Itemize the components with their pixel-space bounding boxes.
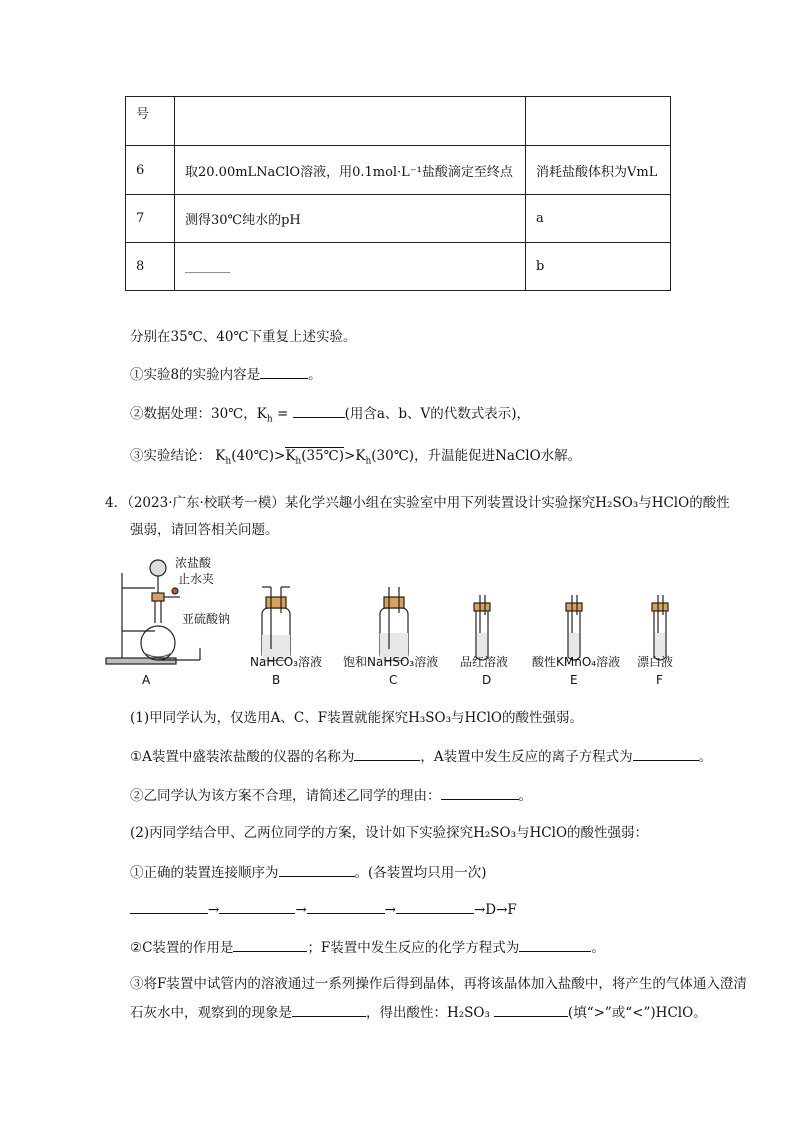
table-cell-content: _______ <box>175 243 526 291</box>
apparatus-c <box>380 587 408 660</box>
apparatus-d <box>474 595 490 660</box>
q3-line3-post: (用含a、b、V的代数式表示)， <box>344 406 531 422</box>
label-e: E <box>570 673 578 687</box>
label-b-solution: NaHCO₃溶液 <box>250 655 322 669</box>
answer-blank <box>307 899 385 914</box>
apparatus-b <box>262 587 290 660</box>
answer-blank <box>519 937 591 952</box>
table-cell-no: 6 <box>126 146 175 195</box>
table-cell-no: 7 <box>126 195 175 243</box>
answer-blank <box>233 937 307 952</box>
formula: H₂SO₃ <box>447 1005 490 1021</box>
q3-line2-text: ①实验8的实验内容是 <box>130 367 261 383</box>
table-cell-content: 取20.00mLNaClO溶液，用0.1mol·L⁻¹盐酸滴定至终点 <box>175 146 526 195</box>
q4-part2d-line2: 石灰水中，观察到的现象是 ，得出酸性：H₂SO₃ (填“>”或“<”)HClO。 <box>130 1002 707 1023</box>
q4-part1: (1)甲同学认为，仅选用A、C、F装置就能探究H₃SO₃与HClO的酸性强弱。 <box>130 710 583 726</box>
answer-blank <box>441 785 519 800</box>
label-a: A <box>142 673 151 687</box>
q3-line4-text: ③实验结论： <box>130 448 211 464</box>
table-row <box>126 195 671 243</box>
q4-part1b: ②乙同学认为该方案不合理，请简述乙同学的理由： 。 <box>130 785 532 806</box>
q3-line4-post: ，升温能促进NaClO水解。 <box>414 448 582 464</box>
table-row <box>126 243 671 291</box>
table-cell-result: b <box>526 243 671 291</box>
q4-part2d-line1: ③将F装置中试管内的溶液通过一系列操作后得到晶体，再将该晶体加入盐酸中，将产生的气体通入澄清 <box>130 976 747 992</box>
answer-blank <box>260 364 308 379</box>
label-c-solution: 饱和NaHSO₃溶液 <box>343 655 439 669</box>
greater-than: > <box>344 448 356 464</box>
answer-blank <box>633 746 699 761</box>
label-c: C <box>389 673 398 687</box>
label-sodium-sulfite: 亚硫酸钠 <box>182 612 231 626</box>
q4-part2a: ①正确的装置连接顺序为 。(各装置均只用一次) <box>130 862 487 883</box>
answer-blank <box>396 899 474 914</box>
apparatus-e <box>566 595 582 660</box>
table-cell-no: 号 <box>126 97 175 146</box>
label-conc-hcl: 浓盐酸 <box>175 556 212 570</box>
q4-part2c: ②C装置的作用是 ；F装置中发生反应的化学方程式为 。 <box>130 937 605 958</box>
table-cell-result <box>526 97 671 146</box>
label-stop-clamp: 止水夹 <box>178 572 215 586</box>
answer-blank <box>279 862 355 877</box>
k-term: $K_h(40℃)$ <box>215 448 275 467</box>
answer-blank <box>494 1002 568 1017</box>
q4-part1a: ①A装置中盛装浓盐酸的仪器的名称为 ，A装置中发生反应的离子方程式为 。 <box>130 746 712 767</box>
table-cell-result: 消耗盐酸体积为VmL <box>526 146 671 195</box>
table-row <box>126 97 671 146</box>
q4-title-text: 4．（2023·广东·校联考一模）某化学兴趣小组在实验室中用下列装置设计实验探究 <box>105 495 596 511</box>
q3-line3-text: ②数据处理：30℃，K <box>130 406 267 422</box>
q3-line2-end: 。 <box>308 367 322 383</box>
table-cell-content: 测得30℃纯水的pH <box>175 195 526 243</box>
apparatus-f <box>652 595 668 660</box>
q3-line4 <box>130 446 581 472</box>
answer-blank <box>293 403 345 418</box>
q4-part2: (2)丙同学结合甲、乙两位同学的方案，设计如下实验探究H₂SO₃与HClO的酸性强弱： <box>130 825 649 841</box>
label-e-solution: 酸性KMnO₄溶液 <box>532 655 621 669</box>
label-b: B <box>272 673 281 687</box>
apparatus-figure <box>100 553 700 688</box>
greater-than: > <box>274 448 286 464</box>
answer-blank <box>354 746 420 761</box>
answer-blank <box>219 899 295 914</box>
table-row <box>126 146 671 195</box>
q4-title <box>105 493 730 513</box>
q3-line1: 分别在35℃、40℃下重复上述实验。 <box>130 329 357 345</box>
table-cell-content <box>175 97 526 146</box>
label-f-solution: 漂白液 <box>637 655 674 669</box>
table-cell-no: 8 <box>126 243 175 291</box>
q4-title-line2: 强弱，请回答相关问题。 <box>130 522 279 538</box>
q3-line3-eq: = <box>272 406 293 422</box>
k-term-overlined: $K_h(35℃)$ <box>285 448 345 467</box>
q3-line3-sub: h <box>266 414 273 425</box>
label-d-solution: 品红溶液 <box>460 655 509 669</box>
q4-part2b-sequence: → → → →D→F <box>130 899 517 920</box>
label-f: F <box>656 673 663 687</box>
k-term: $K_h(30℃)$ <box>355 448 415 467</box>
answer-blank <box>292 1002 366 1017</box>
table-cell-result: a <box>526 195 671 243</box>
formula: H₂SO₃ <box>595 495 639 511</box>
label-d: D <box>482 673 492 687</box>
experiment-table <box>125 96 671 291</box>
q4-title-post: 与HClO的酸性 <box>638 495 730 511</box>
q3-line3 <box>130 403 530 430</box>
answer-blank <box>130 899 208 914</box>
q3-line2 <box>130 364 322 385</box>
